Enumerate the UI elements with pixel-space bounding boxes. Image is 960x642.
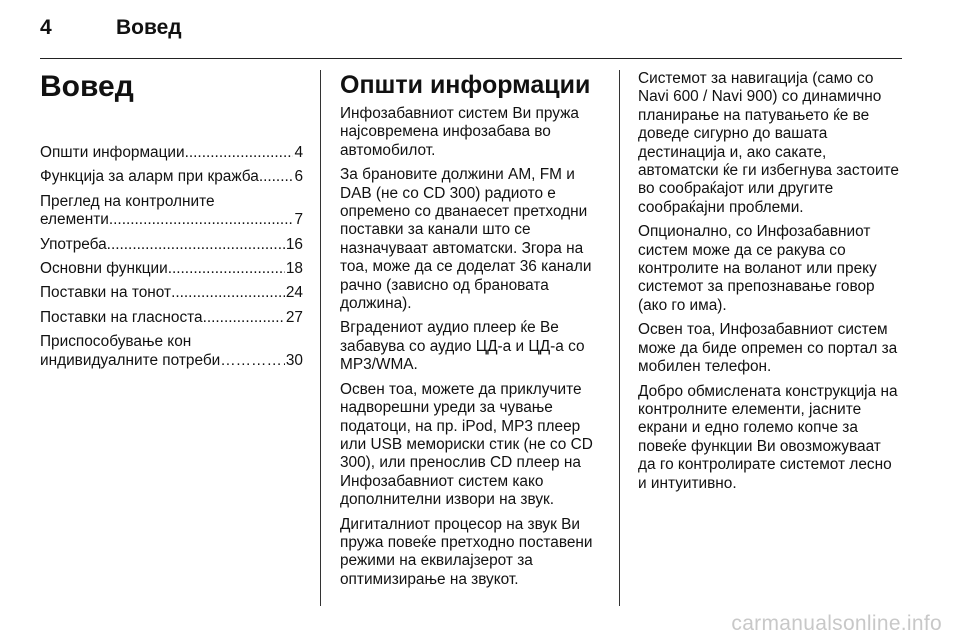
toc-entry-label-line: Преглед на контролните [40, 192, 215, 210]
column-divider [320, 70, 321, 606]
toc-leader [171, 284, 285, 302]
toc-entry[interactable] [40, 168, 303, 186]
toc-entry-line [40, 168, 303, 186]
toc-entry-line [40, 352, 303, 370]
table-of-contents [40, 144, 303, 370]
section-title: Вовед [40, 70, 134, 103]
toc-entry-label: Функција за аларм при кражба [40, 168, 259, 186]
toc-entry-label: Употреба [40, 235, 107, 253]
toc-page-number: 18 [285, 260, 303, 278]
toc-entry-line [40, 211, 303, 229]
page-number: 4 [40, 16, 52, 39]
toc-entry[interactable] [40, 144, 303, 162]
toc-entry-label: Основни функции [40, 260, 168, 278]
toc-leader [109, 211, 294, 229]
subsection-title: Општи информации [340, 71, 591, 99]
toc-page-number: 7 [294, 211, 303, 229]
toc-entry[interactable] [40, 193, 303, 230]
toc-page-number: 16 [285, 235, 303, 253]
body-paragraph: Дигиталниот процесор на звук Ви пружа повеќе претходно поставени режими на еквилајзерот за оптимизирање на звукот. [340, 515, 593, 588]
body-paragraph: Освен тоа, можете да приклучите надворешни уреди за чување податоци, на пр. iPod, MP3 плеер или USB мемориски стик (не со CD 300), или пренослив CD плеер на Инфозабавниот систем како дополнителни извори на звук. [340, 380, 593, 509]
toc-entry-label-line: Приспособување кон [40, 333, 192, 351]
toc-entry-label: елементи [40, 211, 109, 229]
toc-entry[interactable] [40, 309, 303, 327]
running-title: Вовед [116, 16, 182, 39]
toc-entry[interactable] [40, 284, 303, 302]
toc-entry-label: Поставки на гласноста [40, 308, 203, 326]
page-header [40, 10, 182, 46]
body-paragraph: Добро обмислената конструкција на контролните елементи, јасните екрани и едно големо копче за повеќе функции Ви овозможуваат да го контролирате системот лесно и интуитивно. [638, 382, 898, 492]
toc-column [40, 70, 303, 376]
general-info-column-continued [638, 70, 902, 499]
toc-entry-line [40, 260, 303, 278]
toc-leader [168, 260, 285, 278]
toc-leader [259, 168, 294, 186]
column-divider [619, 70, 620, 606]
toc-entry-line [40, 284, 303, 302]
body-paragraph: За брановите должини AM, FM и DAB (не со CD 300) радиото е опремено со дванаесет претходни поставки за канали што се назначуваат автоматски. Згора на тоа, може да се доделат 36 канали рачно (зависно од брановата должина). [340, 166, 592, 313]
toc-entry-label: индивидуалните потреби [40, 351, 221, 369]
toc-leader [203, 309, 285, 327]
toc-entry-label: Поставки на тонот [40, 284, 172, 302]
toc-page-number: 24 [285, 284, 303, 302]
toc-page-number: 4 [294, 144, 303, 161]
toc-entry-label: Општи информации [40, 144, 185, 161]
general-info-body-continued [638, 70, 902, 493]
general-info-body [340, 105, 602, 589]
header-divider [40, 58, 902, 59]
toc-leader [185, 144, 294, 162]
toc-leader [220, 352, 285, 370]
body-paragraph: Вградениот аудио плеер ќе Ве забавува со аудио ЦД-а и ЦД-а со MP3/WMA. [340, 319, 585, 374]
toc-page-number: 6 [294, 168, 303, 186]
body-paragraph: Опционално, со Инфозабавниот систем може да се ракува со контролите на воланот или преку системот за препознавање говор (ако го има). [638, 223, 877, 314]
general-info-column [340, 70, 602, 595]
watermark: carmanualsonline.info [731, 612, 942, 635]
toc-entry[interactable] [40, 260, 303, 278]
toc-page-number: 30 [285, 351, 303, 369]
body-paragraph: Системот за навигација (само со Navi 600 / Navi 900) со динамично планирање на патувањето ќе ве доведе сигурно до вашата дестинација и, ако сакате, автоматски ќе ги избегнува застоите во сообраќајот или другите сообраќајни проблеми. [638, 70, 899, 216]
toc-entry[interactable] [40, 333, 303, 370]
body-paragraph: Освен тоа, Инфозабавниот систем може да биде опремен со портал за мобилен телефон. [638, 321, 898, 376]
toc-entry-line [40, 236, 303, 254]
toc-leader [107, 236, 285, 254]
toc-entry[interactable] [40, 236, 303, 254]
body-paragraph: Инфозабавниот систем Ви пружа најсовремена инфозабава во автомобилот. [340, 105, 579, 159]
toc-entry-line [40, 144, 303, 162]
toc-entry-line [40, 309, 303, 327]
toc-page-number: 27 [285, 308, 303, 326]
